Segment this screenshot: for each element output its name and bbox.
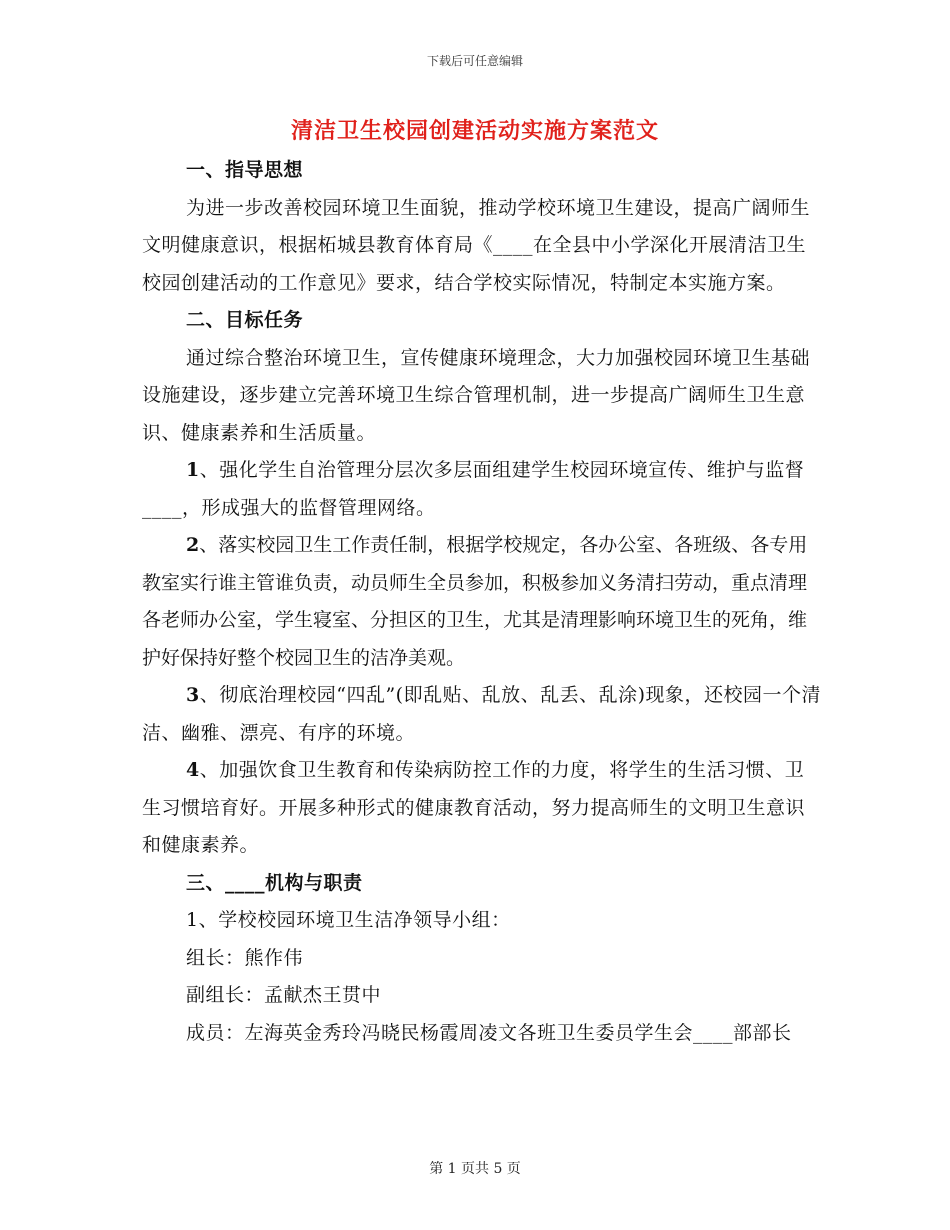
goal-item-2: [142, 527, 822, 677]
goal-item-number: 2: [186, 534, 200, 556]
section-heading-guiding-ideology: 一、指导思想: [186, 159, 304, 181]
paragraph-guiding-ideology: 为进一步改善校园环境卫生面貌，推动学校环境卫生建设，提高广阔师生文明健康意识，根据柘城县教育体育局《____在全县中小学深化开展清洁卫生校园创建活动的工作意见》要求，结合学校实际情况，特制定本实施方案。: [142, 196, 811, 294]
section-heading-organization: 三、____机构与职责: [186, 871, 363, 894]
organization-item-1: 1、学校校园环境卫生洁净领导小组：: [186, 909, 511, 931]
goal-item-4: [142, 752, 822, 865]
organization-leader: 组长：熊作伟: [186, 946, 304, 969]
document-title: 清洁卫生校园创建活动实施方案范文: [290, 118, 659, 144]
goal-item-text: 、彻底治理校园“四乱”(即乱贴、乱放、乱丢、乱涂)现象，还校园一个清洁、幽雅、漂亮、有序的环境。: [142, 684, 821, 744]
organization-deputy: 副组长：孟献杰王贯中: [186, 984, 382, 1006]
goal-item-3: [142, 677, 822, 752]
page-number-footer: 第 1 页共 5 页: [429, 1161, 521, 1177]
goal-item-1: [142, 452, 822, 527]
goal-item-number: 4: [186, 759, 200, 781]
goal-item-text: 、落实校园卫生工作责任制，根据学校规定，各办公室、各班级、各专用教室实行谁主管谁负责，动员师生全员参加，积极参加义务清扫劳动，重点清理各老师办公室，学生寝室、分担区的卫生，尤其是清理影响环境卫生的死角，维护好保持好整个校园卫生的洁净美观。: [142, 534, 808, 669]
page-header-note: 下载后可任意编辑: [426, 54, 523, 68]
document-body: [142, 152, 822, 1052]
goal-item-text: 、加强饮食卫生教育和传染病防控工作的力度，将学生的生活习惯、卫生习惯培育好。开展多种形式的健康教育活动，努力提高师生的文明卫生意识和健康素养。: [142, 759, 806, 856]
goal-item-number: 1: [186, 459, 200, 481]
organization-members: 成员：左海英金秀玲冯晓民杨霞周凌文各班卫生委员学生会____部部长: [186, 1021, 792, 1044]
paragraph-goals: 通过综合整治环境卫生，宣传健康环境理念，大力加强校园环境卫生基础设施建设，逐步建立完善环境卫生综合管理机制，进一步提高广阔师生卫生意识、健康素养和生活质量。: [142, 346, 811, 444]
section-heading-goals: 二、目标任务: [186, 309, 304, 331]
goal-item-text: 、强化学生自治管理分层次多层面组建学生校园环境宣传、维护与监督____，形成强大的监督管理网络。: [142, 459, 805, 519]
goal-item-number: 3: [186, 684, 200, 706]
